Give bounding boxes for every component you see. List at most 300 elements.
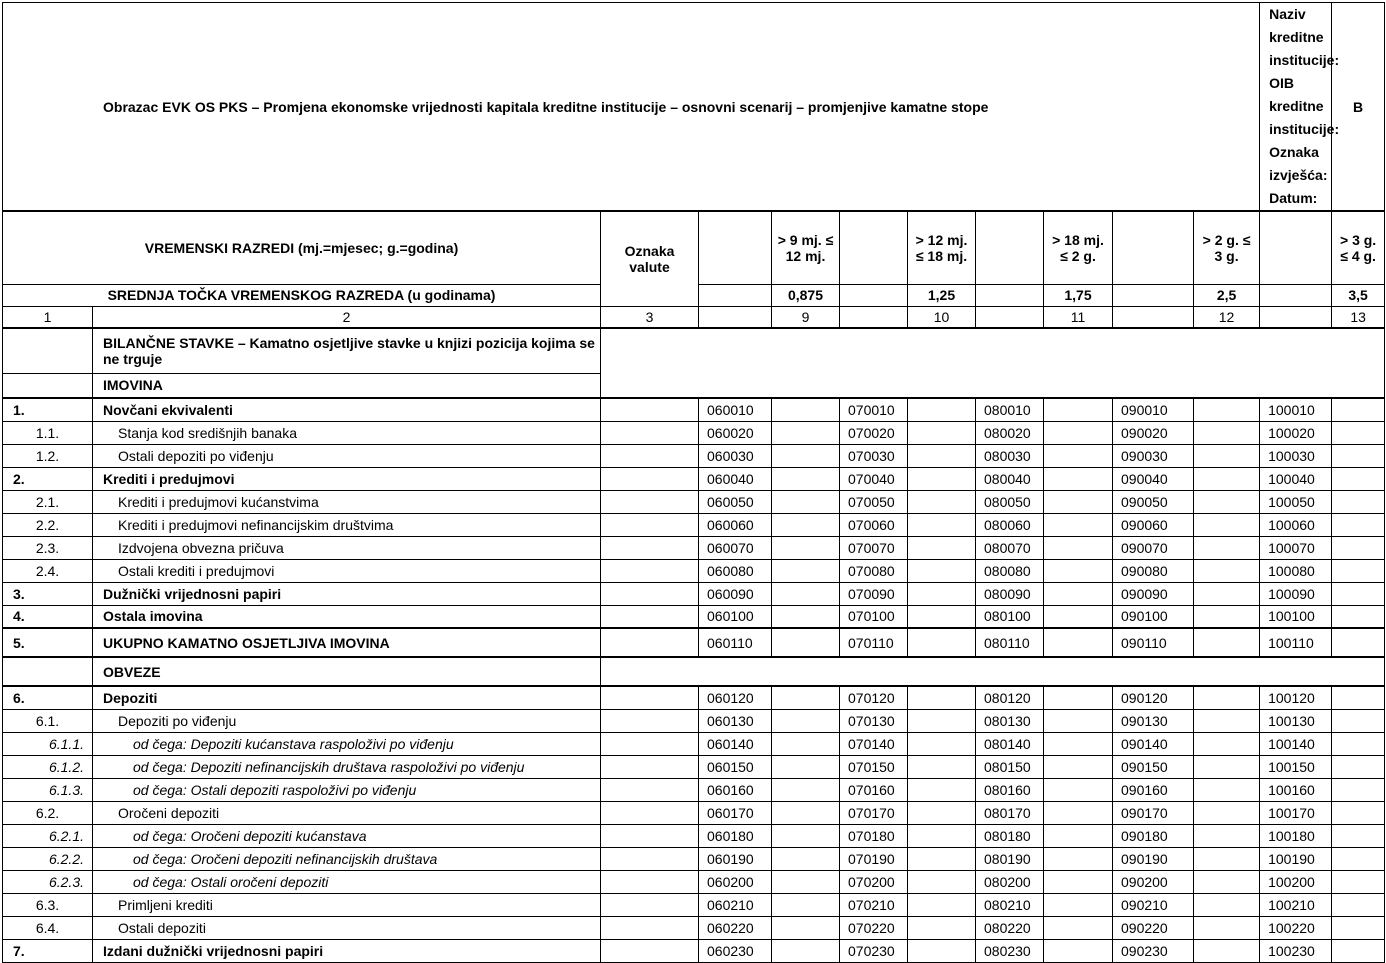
empty-cell: [1113, 284, 1194, 306]
value-cell[interactable]: [1044, 778, 1113, 801]
value-cell[interactable]: [1194, 732, 1260, 755]
row-code: 070140: [840, 732, 908, 755]
row-number: 6.2.2.: [3, 847, 93, 870]
row-code: 080060: [976, 513, 1044, 536]
currency-cell[interactable]: [601, 398, 699, 421]
value-cell[interactable]: [1044, 755, 1113, 778]
table-row: [3, 801, 1385, 824]
row-code: 070110: [840, 628, 908, 657]
row-code: 080050: [976, 490, 1044, 513]
value-cell[interactable]: [1194, 559, 1260, 582]
row-code: 090230: [1113, 939, 1194, 962]
row-code: 080070: [976, 536, 1044, 559]
row-code: 090070: [1113, 536, 1194, 559]
value-cell[interactable]: [1044, 893, 1113, 916]
row-code: 070220: [840, 916, 908, 939]
row-code: 080150: [976, 755, 1044, 778]
row-code: 070120: [840, 686, 908, 709]
row-number: 6.2.1.: [3, 824, 93, 847]
value-cell[interactable]: [908, 824, 976, 847]
value-cell[interactable]: [1044, 536, 1113, 559]
value-cell[interactable]: [1194, 444, 1260, 467]
row-label: od čega: Depoziti kućanstava raspoloživi po viđenju: [93, 732, 601, 755]
value-cell[interactable]: [908, 490, 976, 513]
row-label: Primljeni krediti: [93, 893, 601, 916]
value-cell[interactable]: [1044, 916, 1113, 939]
value-cell[interactable]: [908, 778, 976, 801]
row-code: 090050: [1113, 490, 1194, 513]
currency-cell[interactable]: [601, 778, 699, 801]
currency-cell[interactable]: [601, 824, 699, 847]
row-number: 4.: [3, 605, 93, 628]
empty-cell: [976, 306, 1044, 328]
value-cell[interactable]: [1332, 870, 1385, 893]
value-cell[interactable]: [1332, 824, 1385, 847]
value-cell[interactable]: [1044, 709, 1113, 732]
value-cell[interactable]: [1332, 916, 1385, 939]
currency-cell[interactable]: [601, 847, 699, 870]
row-number: 6.1.: [3, 709, 93, 732]
row-code: 100120: [1260, 686, 1332, 709]
empty-cell: [3, 657, 93, 686]
row-code: 070080: [840, 559, 908, 582]
row-code: 080160: [976, 778, 1044, 801]
midpoint-label: SREDNJA TOČKA VREMENSKOG RAZREDA (u godinama): [3, 284, 601, 306]
currency-cell[interactable]: [601, 709, 699, 732]
row-code: 070060: [840, 513, 908, 536]
row-number: 2.2.: [3, 513, 93, 536]
value-cell[interactable]: [1332, 778, 1385, 801]
currency-cell[interactable]: [601, 444, 699, 467]
value-cell[interactable]: [772, 582, 840, 605]
time-buckets-label: VREMENSKI RAZREDI (mj.=mjesec; g.=godina): [3, 211, 601, 284]
row-code: 090110: [1113, 628, 1194, 657]
value-cell[interactable]: [1044, 467, 1113, 490]
value-cell[interactable]: [908, 870, 976, 893]
value-cell[interactable]: [772, 709, 840, 732]
row-code: 080110: [976, 628, 1044, 657]
row-code: 100020: [1260, 421, 1332, 444]
table-row: [3, 490, 1385, 513]
value-cell[interactable]: [1194, 582, 1260, 605]
empty-cell: [1260, 306, 1332, 328]
row-code: 080030: [976, 444, 1044, 467]
value-cell[interactable]: [772, 824, 840, 847]
row-code: 090020: [1113, 421, 1194, 444]
row-code: 100110: [1260, 628, 1332, 657]
row-number: 5.: [3, 628, 93, 657]
row-label: Depoziti po viđenju: [93, 709, 601, 732]
row-code: 070210: [840, 893, 908, 916]
value-cell[interactable]: [772, 536, 840, 559]
value-cell[interactable]: [1194, 686, 1260, 709]
value-cell[interactable]: [1044, 939, 1113, 962]
midpoint-9: 0,875: [772, 284, 840, 306]
value-cell[interactable]: [1332, 513, 1385, 536]
bucket-code-col-13: [1260, 211, 1332, 284]
value-cell[interactable]: [908, 559, 976, 582]
value-cell[interactable]: [772, 847, 840, 870]
bucket-11-label: > 18 mj. ≤ 2 g.: [1044, 211, 1113, 284]
value-cell[interactable]: [1194, 916, 1260, 939]
row-label: od čega: Depoziti nefinancijskih društava raspoloživi po viđenju: [93, 755, 601, 778]
value-cell[interactable]: [908, 893, 976, 916]
row-code: 080190: [976, 847, 1044, 870]
col-number-13: 13: [1332, 306, 1385, 328]
row-code: 100150: [1260, 755, 1332, 778]
row-code: 100140: [1260, 732, 1332, 755]
info-line-name: Naziv kreditne institucije:: [1269, 6, 1340, 68]
row-code: 080020: [976, 421, 1044, 444]
empty-cell: [3, 373, 93, 398]
row-code: 090210: [1113, 893, 1194, 916]
value-cell[interactable]: [1332, 939, 1385, 962]
table-row: [3, 605, 1385, 628]
value-cell[interactable]: [772, 628, 840, 657]
section-balance: BILANČNE STAVKE – Kamatno osjetljive stavke u knjizi pozicija kojima se ne trguje: [93, 328, 601, 373]
row-code: 080220: [976, 916, 1044, 939]
col-number-11: 11: [1044, 306, 1113, 328]
value-cell[interactable]: [772, 939, 840, 962]
table-row: [3, 467, 1385, 490]
row-code: 070190: [840, 847, 908, 870]
table-row: [3, 709, 1385, 732]
value-cell[interactable]: [1044, 870, 1113, 893]
row-code: 100070: [1260, 536, 1332, 559]
row-code: 080200: [976, 870, 1044, 893]
value-cell[interactable]: [1194, 847, 1260, 870]
currency-cell[interactable]: [601, 421, 699, 444]
empty-cell: [3, 328, 93, 373]
row-number: 2.: [3, 467, 93, 490]
value-cell[interactable]: [1044, 686, 1113, 709]
value-cell[interactable]: [1194, 513, 1260, 536]
currency-cell[interactable]: [601, 686, 699, 709]
value-cell[interactable]: [908, 582, 976, 605]
value-cell[interactable]: [1194, 398, 1260, 421]
value-cell[interactable]: [772, 870, 840, 893]
empty-cell: [601, 328, 1385, 373]
value-cell[interactable]: [1044, 421, 1113, 444]
value-cell[interactable]: [908, 732, 976, 755]
currency-cell[interactable]: [601, 732, 699, 755]
table-row: [3, 536, 1385, 559]
value-cell[interactable]: [1194, 421, 1260, 444]
row-code: 070030: [840, 444, 908, 467]
value-cell[interactable]: [908, 444, 976, 467]
col-number-3: 3: [601, 306, 699, 328]
empty-cell: [1113, 306, 1194, 328]
row-code: 100200: [1260, 870, 1332, 893]
value-cell[interactable]: [772, 605, 840, 628]
currency-cell[interactable]: [601, 628, 699, 657]
midpoint-10: 1,25: [908, 284, 976, 306]
value-cell[interactable]: [772, 559, 840, 582]
form-title: Obrazac EVK OS PKS – Promjena ekonomske vrijednosti kapitala kreditne institucije – osnovni scenarij – promjenjive kamatne stope: [3, 3, 1260, 212]
table-row: [3, 755, 1385, 778]
row-code: 060170: [699, 801, 772, 824]
value-cell[interactable]: [1044, 398, 1113, 421]
value-cell[interactable]: [1194, 893, 1260, 916]
row-code: 060200: [699, 870, 772, 893]
bucket-code-col-9: [699, 211, 772, 284]
value-cell[interactable]: [1194, 605, 1260, 628]
row-code: 090180: [1113, 824, 1194, 847]
table-row: [3, 686, 1385, 709]
table-row: [3, 582, 1385, 605]
value-cell[interactable]: [1044, 801, 1113, 824]
row-code: 060100: [699, 605, 772, 628]
row-code: 100230: [1260, 939, 1332, 962]
row-label: Depoziti: [93, 686, 601, 709]
value-cell[interactable]: [772, 686, 840, 709]
row-code: 070070: [840, 536, 908, 559]
value-cell[interactable]: [1332, 628, 1385, 657]
value-cell[interactable]: [772, 421, 840, 444]
row-number: 6.4.: [3, 916, 93, 939]
value-cell[interactable]: [772, 893, 840, 916]
bucket-12-label: > 2 g. ≤ 3 g.: [1194, 211, 1260, 284]
value-cell[interactable]: [908, 755, 976, 778]
value-cell[interactable]: [1044, 444, 1113, 467]
row-number: 2.1.: [3, 490, 93, 513]
row-label: Dužnički vrijednosni papiri: [93, 582, 601, 605]
table-row: [3, 559, 1385, 582]
row-code: 100050: [1260, 490, 1332, 513]
value-cell[interactable]: [772, 444, 840, 467]
value-cell[interactable]: [772, 755, 840, 778]
row-label: Izdvojena obvezna pričuva: [93, 536, 601, 559]
value-cell[interactable]: [1332, 467, 1385, 490]
value-cell[interactable]: [908, 801, 976, 824]
value-cell[interactable]: [1332, 490, 1385, 513]
value-cell[interactable]: [1044, 732, 1113, 755]
value-cell[interactable]: [1332, 421, 1385, 444]
row-code: 070050: [840, 490, 908, 513]
row-code: 090060: [1113, 513, 1194, 536]
row-code: 080230: [976, 939, 1044, 962]
row-label: Izdani dužnički vrijednosni papiri: [93, 939, 601, 962]
row-code: 060060: [699, 513, 772, 536]
empty-cell: [699, 284, 772, 306]
row-number: 1.: [3, 398, 93, 421]
row-code: 070100: [840, 605, 908, 628]
value-cell[interactable]: [1332, 755, 1385, 778]
value-cell[interactable]: [1044, 824, 1113, 847]
currency-cell[interactable]: [601, 513, 699, 536]
value-cell[interactable]: [772, 801, 840, 824]
row-number: 7.: [3, 939, 93, 962]
row-code: 080100: [976, 605, 1044, 628]
row-code: 070130: [840, 709, 908, 732]
currency-cell[interactable]: [601, 467, 699, 490]
value-cell[interactable]: [908, 847, 976, 870]
currency-cell[interactable]: [601, 801, 699, 824]
value-cell[interactable]: [1194, 778, 1260, 801]
table-row: [3, 916, 1385, 939]
table-row: [3, 421, 1385, 444]
row-number: 1.1.: [3, 421, 93, 444]
row-number: 6.: [3, 686, 93, 709]
value-cell[interactable]: [1044, 847, 1113, 870]
value-cell[interactable]: [772, 916, 840, 939]
row-code: 090010: [1113, 398, 1194, 421]
row-code: 090090: [1113, 582, 1194, 605]
value-cell[interactable]: [908, 513, 976, 536]
row-code: 080120: [976, 686, 1044, 709]
value-cell[interactable]: [908, 628, 976, 657]
row-code: 060230: [699, 939, 772, 962]
currency-cell[interactable]: [601, 939, 699, 962]
row-code: 080130: [976, 709, 1044, 732]
value-cell[interactable]: [1332, 536, 1385, 559]
value-cell[interactable]: [1194, 490, 1260, 513]
midpoint-11: 1,75: [1044, 284, 1113, 306]
row-label: Ostali depoziti po viđenju: [93, 444, 601, 467]
row-code: 060020: [699, 421, 772, 444]
row-code: 100170: [1260, 801, 1332, 824]
currency-cell[interactable]: [601, 893, 699, 916]
row-code: 060090: [699, 582, 772, 605]
row-code: 090120: [1113, 686, 1194, 709]
row-label: Ostali depoziti: [93, 916, 601, 939]
table-row: [3, 824, 1385, 847]
value-cell[interactable]: [772, 467, 840, 490]
row-code: 080040: [976, 467, 1044, 490]
row-label: UKUPNO KAMATNO OSJETLJIVA IMOVINA: [93, 628, 601, 657]
row-code: 070200: [840, 870, 908, 893]
value-cell[interactable]: [1332, 605, 1385, 628]
row-label: Novčani ekvivalenti: [93, 398, 601, 421]
value-cell[interactable]: [1044, 582, 1113, 605]
value-cell[interactable]: [1194, 709, 1260, 732]
value-cell[interactable]: [1332, 444, 1385, 467]
value-cell[interactable]: [1332, 893, 1385, 916]
empty-cell: [699, 306, 772, 328]
row-code: 060210: [699, 893, 772, 916]
value-cell[interactable]: [908, 916, 976, 939]
value-cell[interactable]: [1194, 801, 1260, 824]
info-line-oib: OIB kreditne institucije:: [1269, 75, 1340, 137]
currency-cell[interactable]: [601, 916, 699, 939]
report-table: [2, 2, 1385, 963]
row-code: 060040: [699, 467, 772, 490]
row-code: 090080: [1113, 559, 1194, 582]
value-cell[interactable]: [1044, 559, 1113, 582]
bucket-13-label: > 3 g. ≤ 4 g.: [1332, 211, 1385, 284]
value-cell[interactable]: [908, 605, 976, 628]
currency-cell[interactable]: [601, 870, 699, 893]
row-code: 100160: [1260, 778, 1332, 801]
row-label: Krediti i predujmovi nefinancijskim društvima: [93, 513, 601, 536]
value-cell[interactable]: [1332, 709, 1385, 732]
currency-cell[interactable]: [601, 490, 699, 513]
bucket-code-col-10: [840, 211, 908, 284]
value-cell[interactable]: [1332, 801, 1385, 824]
value-cell[interactable]: [1194, 939, 1260, 962]
row-code: 060190: [699, 847, 772, 870]
value-cell[interactable]: [1194, 824, 1260, 847]
value-cell[interactable]: [1044, 513, 1113, 536]
row-code: 080140: [976, 732, 1044, 755]
table-row: [3, 628, 1385, 657]
row-code: 100060: [1260, 513, 1332, 536]
value-cell[interactable]: [772, 732, 840, 755]
row-code: 070010: [840, 398, 908, 421]
value-cell[interactable]: [772, 778, 840, 801]
col-number-10: 10: [908, 306, 976, 328]
value-cell[interactable]: [908, 536, 976, 559]
row-label: Oročeni depoziti: [93, 801, 601, 824]
row-code: 090150: [1113, 755, 1194, 778]
row-label: Krediti i predujmovi kućanstvima: [93, 490, 601, 513]
table-row: [3, 513, 1385, 536]
row-code: 100180: [1260, 824, 1332, 847]
col-number-12: 12: [1194, 306, 1260, 328]
currency-cell[interactable]: [601, 582, 699, 605]
value-cell[interactable]: [1044, 490, 1113, 513]
value-cell[interactable]: [1044, 605, 1113, 628]
row-code: 090190: [1113, 847, 1194, 870]
value-cell[interactable]: [1194, 755, 1260, 778]
row-code: 100030: [1260, 444, 1332, 467]
value-cell[interactable]: [908, 939, 976, 962]
value-cell[interactable]: [908, 467, 976, 490]
value-cell[interactable]: [1332, 398, 1385, 421]
row-code: 100130: [1260, 709, 1332, 732]
row-code: 060110: [699, 628, 772, 657]
row-code: 100190: [1260, 847, 1332, 870]
value-cell[interactable]: [908, 686, 976, 709]
currency-cell[interactable]: [601, 559, 699, 582]
value-cell[interactable]: [1194, 536, 1260, 559]
bucket-10-label: > 12 mj. ≤ 18 mj.: [908, 211, 976, 284]
table-row: [3, 870, 1385, 893]
value-cell[interactable]: [1194, 628, 1260, 657]
row-number: 6.1.2.: [3, 755, 93, 778]
row-label: od čega: Ostali depoziti raspoloživi po viđenju: [93, 778, 601, 801]
value-cell[interactable]: [1194, 870, 1260, 893]
value-cell[interactable]: [772, 490, 840, 513]
value-cell[interactable]: [772, 513, 840, 536]
section-liabilities: OBVEZE: [93, 657, 601, 686]
value-cell[interactable]: [1332, 582, 1385, 605]
table-row: [3, 732, 1385, 755]
row-code: 070090: [840, 582, 908, 605]
currency-cell[interactable]: [601, 755, 699, 778]
row-code: 070170: [840, 801, 908, 824]
value-cell[interactable]: [1332, 559, 1385, 582]
value-cell[interactable]: [1332, 847, 1385, 870]
row-code: 090200: [1113, 870, 1194, 893]
currency-cell[interactable]: [601, 605, 699, 628]
value-cell[interactable]: [1194, 467, 1260, 490]
row-code: 060050: [699, 490, 772, 513]
row-label: Ostala imovina: [93, 605, 601, 628]
col-number-2: 2: [93, 306, 601, 328]
row-number: 6.1.1.: [3, 732, 93, 755]
row-code: 100040: [1260, 467, 1332, 490]
value-cell[interactable]: [1044, 628, 1113, 657]
value-cell[interactable]: [772, 398, 840, 421]
value-cell[interactable]: [1332, 686, 1385, 709]
value-cell[interactable]: [908, 421, 976, 444]
table-row: [3, 778, 1385, 801]
currency-cell[interactable]: [601, 536, 699, 559]
value-cell[interactable]: [1332, 732, 1385, 755]
value-cell[interactable]: [908, 709, 976, 732]
value-cell[interactable]: [908, 398, 976, 421]
